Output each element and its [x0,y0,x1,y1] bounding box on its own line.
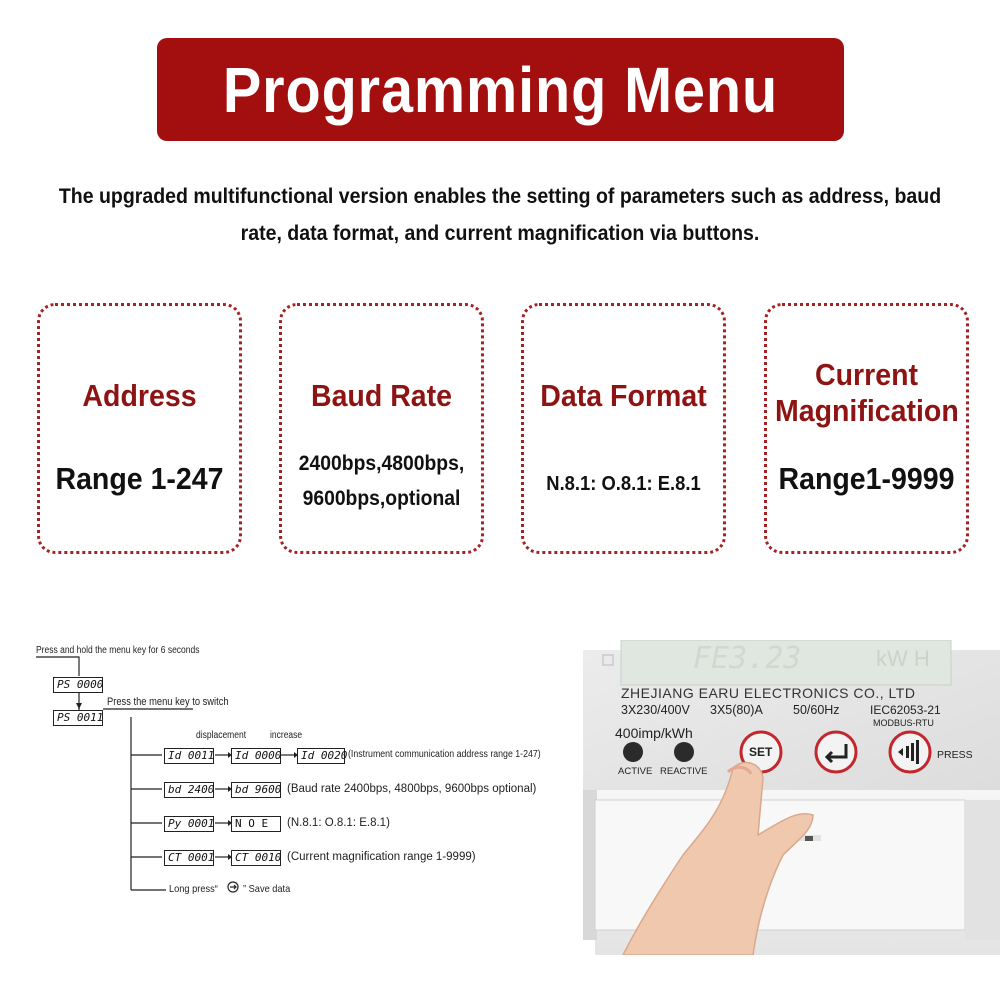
lcd-ps-start: PS 0000 [53,677,103,693]
format-note: (N.8.1: O.8.1: E.8.1) [287,817,390,829]
current-label: 3X5(80)A [710,703,763,717]
voltage-label: 3X230/400V [621,703,690,717]
lcd-ct-a: CT 0001 [164,850,214,866]
manufacturer-label: ZHEJIANG EARU ELECTRONICS CO., LTD [621,685,916,701]
press-label: PRESS [937,749,973,761]
card-value: Range1-9999 [778,461,955,496]
standard-label: IEC62053-21 [870,703,941,717]
card-title-line2: Magnification [774,393,959,428]
sound-button[interactable] [889,732,931,774]
reactive-label: REACTIVE [660,766,708,777]
card-value: N.8.1: O.8.1: E.8.1 [546,473,701,495]
impulse-label: 400imp/kWh [615,725,693,741]
card-value: Range 1-247 [55,461,224,496]
switch-instruction: Press the menu key to switch [107,696,229,708]
intro-text: The upgraded multifunctional version enables the setting of parameters such as address, baud rate, data format, and current magnification via buttons. [58,185,942,245]
address-note: (Instrument communication address range 1-247) [348,749,541,760]
baud-note: (Baud rate 2400bps, 4800bps, 9600bps optional) [287,783,537,795]
enter-button[interactable] [815,732,857,774]
active-label: ACTIVE [618,766,653,777]
lcd-bd-b: bd 9600 [231,782,281,798]
svg-text:FE3.23: FE3.23 [693,641,802,676]
long-press-label: Long press“ [169,883,218,895]
card-title: Data Format [540,378,707,413]
card-value-line2: 9600bps,optional [302,487,461,510]
lcd-bd-a: bd 2400 [164,782,214,798]
page-title: Programming Menu [222,53,779,126]
save-data-label: ” Save data [243,883,291,895]
set-button[interactable]: SET [749,745,773,759]
lcd-id-b: Id 0000 [231,748,281,764]
increase-label: increase [270,730,303,741]
display-unit: kW H [876,646,930,671]
frequency-label: 50/60Hz [793,703,840,717]
card-title: Address [82,378,197,413]
magnification-note: (Current magnification range 1-9999) [287,851,476,863]
lcd-py-b: N O E [231,816,281,832]
displacement-label: displacement [196,730,247,741]
card-title: Baud Rate [310,378,453,413]
protocol-label: MODBUS-RTU [873,718,934,728]
energy-meter-photo [583,640,1000,955]
lcd-id-a: Id 0011 [164,748,214,764]
card-value-line1: 2400bps,4800bps, [298,452,465,475]
lcd-ps-code: PS 0011 [53,710,103,726]
lcd-ct-b: CT 0010 [231,850,281,866]
lcd-id-c: Id 0020 [297,748,345,764]
hold-instruction: Press and hold the menu key for 6 seconds [36,645,200,656]
lcd-py-a: Py 0001 [164,816,214,832]
card-title-line1: Current [814,357,918,392]
